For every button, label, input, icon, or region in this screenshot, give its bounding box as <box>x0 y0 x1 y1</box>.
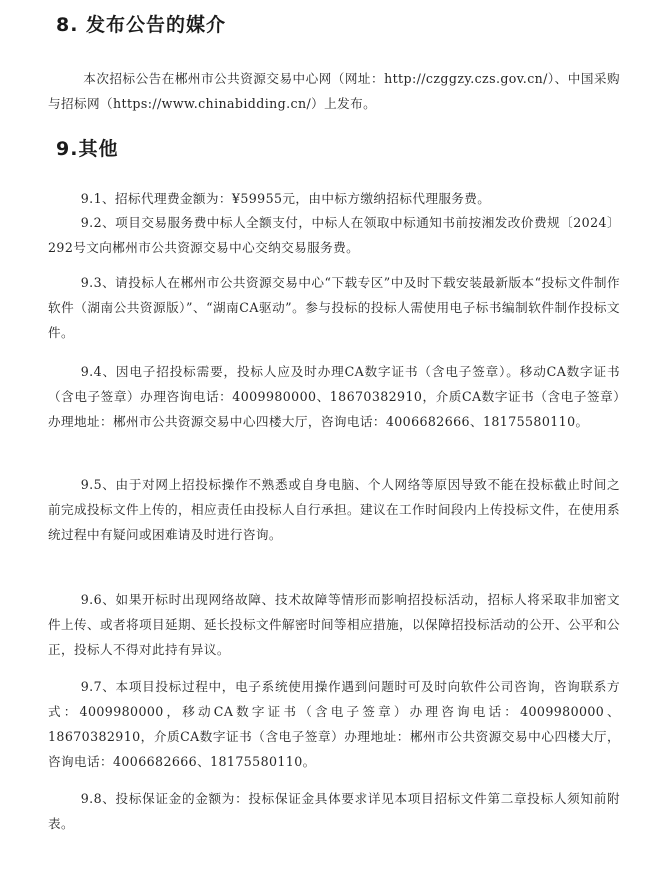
item-9-3: 9.3、请投标人在郴州市公共资源交易中心“下载专区”中及时下载安装最新版本“投标文件制作软件（湖南公共资源版）”、“湖南CA驱动”。参与投标的投标人需使用电子标书编制软件制作投标文件。 <box>48 275 620 340</box>
section-8-paragraph: 本次招标公告在郴州市公共资源交易中心网（网址：http://czggzy.czs.gov.cn/）、中国采购与招标网（https://www.chinabidding.cn/）上发布。 <box>48 71 620 111</box>
item-9-8: 9.8、投标保证金的金额为：投标保证金具体要求详见本项目招标文件第二章投标人须知前附表。 <box>48 791 620 831</box>
item-9-7: 9.7、本项目投标过程中，电子系统使用操作遇到问题时可及时向软件公司咨询，咨询联系方式：4009980000，移动CA数字证书（含电子签章）办理咨询电话：4009980000、18670382910，介质CA数字证书（含电子签章）办理地址：郴州市公共资源交易中心四楼大厅，咨询电话：4006682666、18175580110。 <box>48 679 620 769</box>
item-9-1: 9.1、招标代理费金额为：¥59955元，由中标方缴纳招标代理服务费。 <box>80 191 491 206</box>
item-9-4: 9.4、因电子招投标需要，投标人应及时办理CA数字证书（含电子签章）。移动CA数字证书（含电子签章）办理咨询电话：4009980000、18670382910，介质CA数字证书（含电子签章）办理地址：郴州市公共资源交易中心四楼大厅，咨询电话：4006682666、18175580110。 <box>48 364 620 429</box>
item-9-5: 9.5、由于对网上招投标操作不熟悉或自身电脑、个人网络等原因导致不能在投标截止时间之前完成投标文件上传的，相应责任由投标人自行承担。建议在工作时间段内上传投标文件，在使用系统过程中有疑问或困难请及时进行咨询。 <box>48 477 620 542</box>
section-8-heading: 8. 发布公告的媒介 <box>56 14 227 36</box>
section-9-heading: 9.其他 <box>56 138 119 160</box>
item-9-2: 9.2、项目交易服务费中标人全额支付，中标人在领取中标通知书前按湘发改价费规〔2024〕292号文向郴州市公共资源交易中心交纳交易服务费。 <box>48 215 620 255</box>
item-9-6: 9.6、如果开标时出现网络故障、技术故障等情形而影响招投标活动，招标人将采取非加密文件上传、或者将项目延期、延长投标文件解密时间等相应措施，以保障招投标活动的公开、公平和公正，投标人不得对此持有异议。 <box>48 592 620 657</box>
